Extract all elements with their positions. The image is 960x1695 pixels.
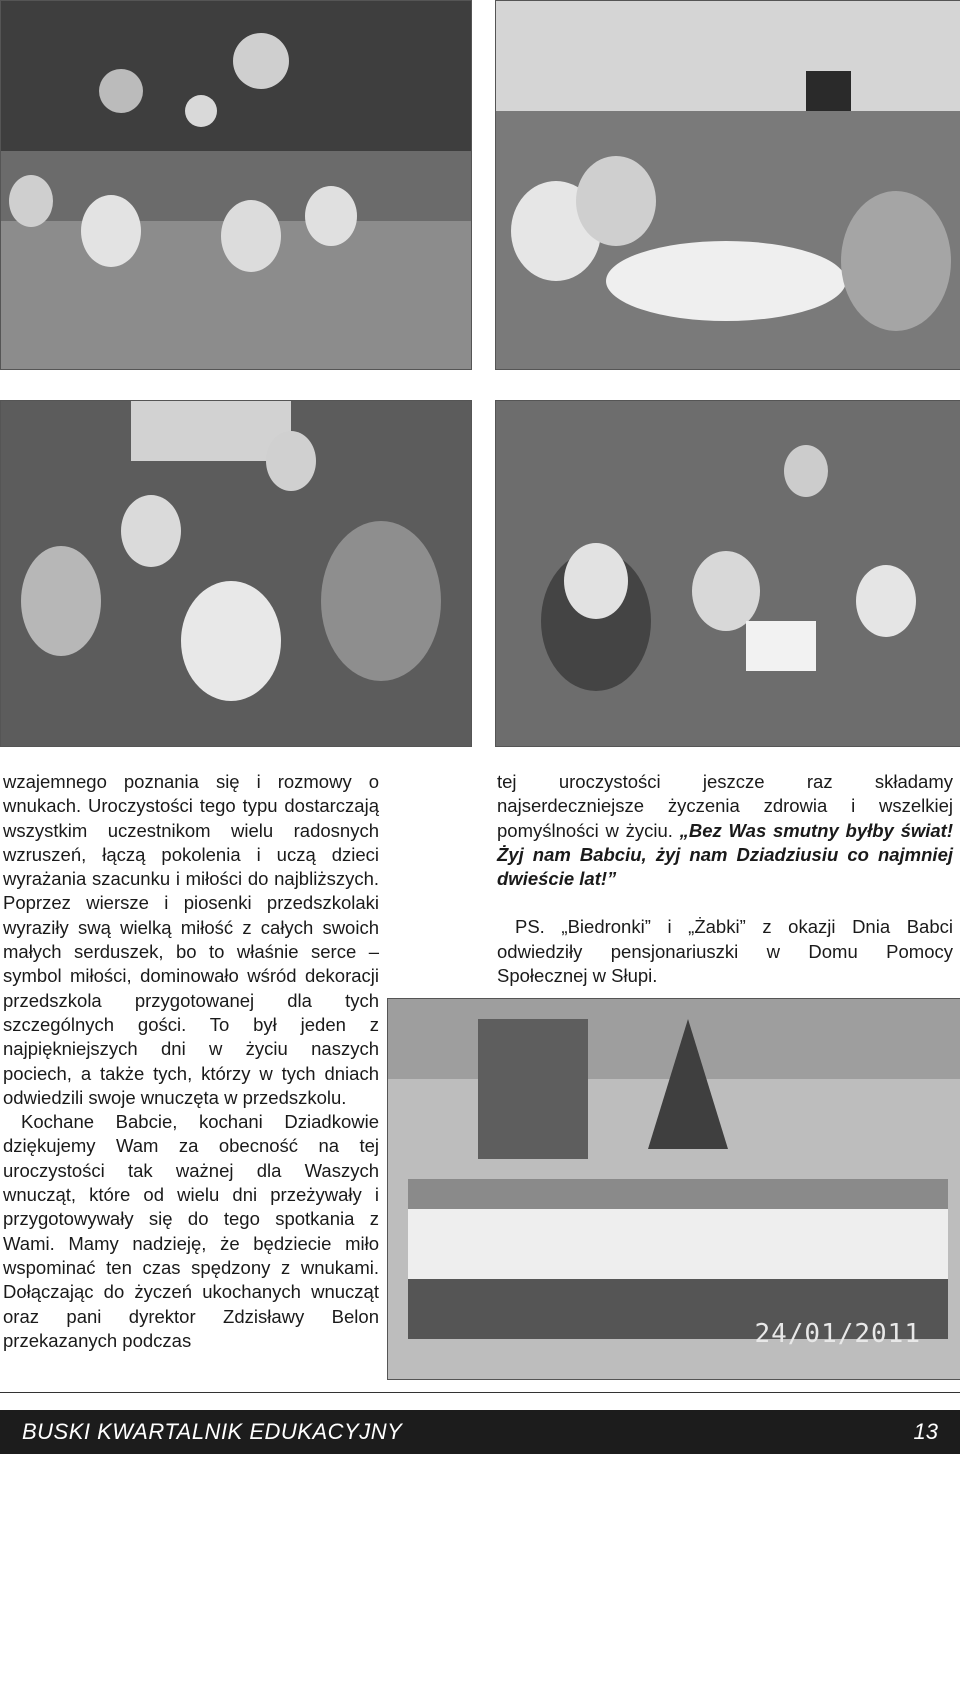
right-paragraph-1-emphasis: „Bez Was smutny byłby świat! Żyj nam Babciu, żyj nam Dziadziusiu co najmniej dwieście lat!” (497, 819, 953, 890)
right-paragraph-1 (497, 770, 953, 891)
left-text-column (3, 770, 464, 1695)
date-stamp: 24/01/2011 (754, 1319, 921, 1349)
photo-audience-grandparents (0, 400, 472, 747)
page-number: 13 (913, 1419, 938, 1444)
publication-title: BUSKI KWARTALNIK EDUKACYJNY (22, 1419, 403, 1444)
photo-grandparents-children (495, 400, 960, 747)
footer-rule (0, 1392, 960, 1393)
photo-children-performance (0, 0, 472, 370)
photo-grandparents-table (495, 0, 960, 370)
left-paragraph-2: Kochane Babcie, kochani Dziadkowie dziękujemy Wam za obecność na tej uroczystości tak ważnej dla Waszych wnucząt, które od wielu dni przeżywały i przygotowywały się do tego spotkania z Wami. Mamy nadzieję, że będziecie miło wspominać ten czas spędzony z wnukami. Dołączając do życzeń ukochanych wnucząt oraz pani dyrektor Zdzisławy Belon przekazanych podczas (3, 1111, 379, 1351)
photo-group-nursing-home (387, 998, 960, 1380)
postscript: PS. „Biedronki” i „Żabki” z okazji Dnia Babci odwiedziły pensjonariuszki w Domu Pomocy Społecznej w Słupi. (497, 916, 953, 987)
footer-bar (0, 1410, 960, 1454)
right-text-column (497, 770, 953, 988)
photo-wrap-spacer (379, 995, 464, 1695)
right-paragraph-1-text: tej uroczystości jeszcze raz składamy najserdeczniejsze życzenia zdrowia i wszelkiej pomyślności w życiu. (497, 771, 953, 841)
left-paragraph-1: wzajemnego poznania się i rozmowy o wnukach. Uroczystości tego typu dostarczają wszystkim uczestnikom wielu radosnych wzruszeń, łączą pokolenia i uczą dzieci wyrażania szacunku i miłości do najbliższych. Poprzez wiersze i piosenki przedszkolaki wyraziły swą wielką miłość z całych swoich małych serduszek, bo to właśnie serce – symbol miłości, dominowało wśród dekoracji przedszkola przygotowanej dla tych szczególnych gości. To był jeden z najpiękniejszych dni w życiu naszych pociech, a także tych, którzy w tych dniach odwiedzili swoje wnuczęta w przedszkolu. (3, 771, 379, 1108)
